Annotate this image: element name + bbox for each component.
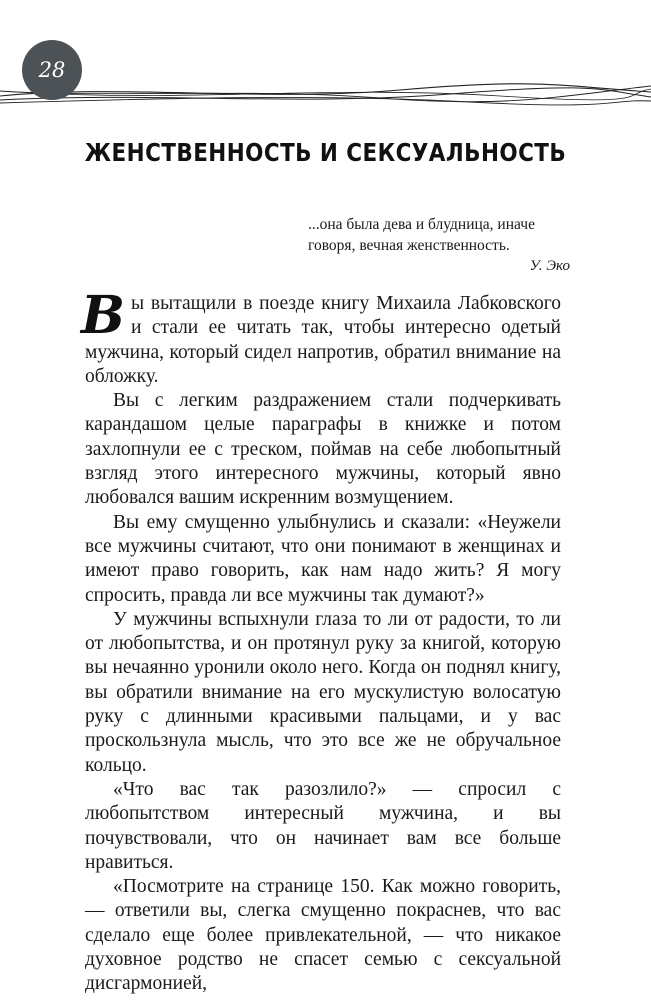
paragraph: «Посмотрите на странице 150. Как можно говорить, — ответили вы, слегка смущенно покраснев, что вас сделало еще более привлекательной, — что никакое духовное родство не спасет семью с сексуальной дисгармонией, — [85, 876, 561, 995]
paragraph: «Что вас так разозлило?» — спросил с любопытством интересный мужчина, и вы почувствовали, что он начинает вам все больше нравиться. — [85, 778, 561, 873]
epigraph — [308, 214, 570, 277]
drop-cap: В — [81, 285, 125, 346]
paragraph: Вы ему смущенно улыбнулись и сказали: «Неужели все мужчины считают, что они понимают в женщинах и имеют право говорить, как нам надо жить? Я могу спросить, правда ли все мужчины так думают?» — [85, 511, 561, 606]
paragraph: Вы с легким раздражением стали подчеркивать карандашом целые параграфы в книжке и потом захлопнули ее с треском, поймав на себе любопытный взгляд этого интересного мужчины, который явно любовался вашим искренним возмущением. — [85, 390, 561, 509]
decorative-wave-lines — [0, 72, 651, 110]
chapter-title: ЖЕНСТВЕННОСТЬ И СЕКСУАЛЬНОСТЬ — [84, 138, 567, 167]
paragraph-text: ы вытащили в поезде книгу Михаила Лабковского и стали ее читать так, чтобы интересно одетый мужчина, который сидел напротив, обратил внимание на обложку. — [85, 293, 561, 387]
epigraph-author: У. Эко — [529, 258, 570, 274]
page-number: 28 — [38, 58, 66, 82]
paragraph: У мужчины вспыхнули глаза то ли от радости, то ли от любопытства, и он протянул руку за книгой, которую вы нечаянно уронили около него. Когда он поднял книгу, вы обратили внимание на его мускулистую волосатую руку с длинными красивыми пальцами, и у вас проскользнула мысль, что это все же не обручальное кольцо. — [85, 608, 561, 776]
body-text — [81, 285, 561, 997]
page-number-badge — [22, 40, 82, 100]
epigraph-text: ...она была дева и блудница, иначе говоря, вечная женственность. — [308, 216, 535, 254]
paragraph — [81, 285, 561, 389]
